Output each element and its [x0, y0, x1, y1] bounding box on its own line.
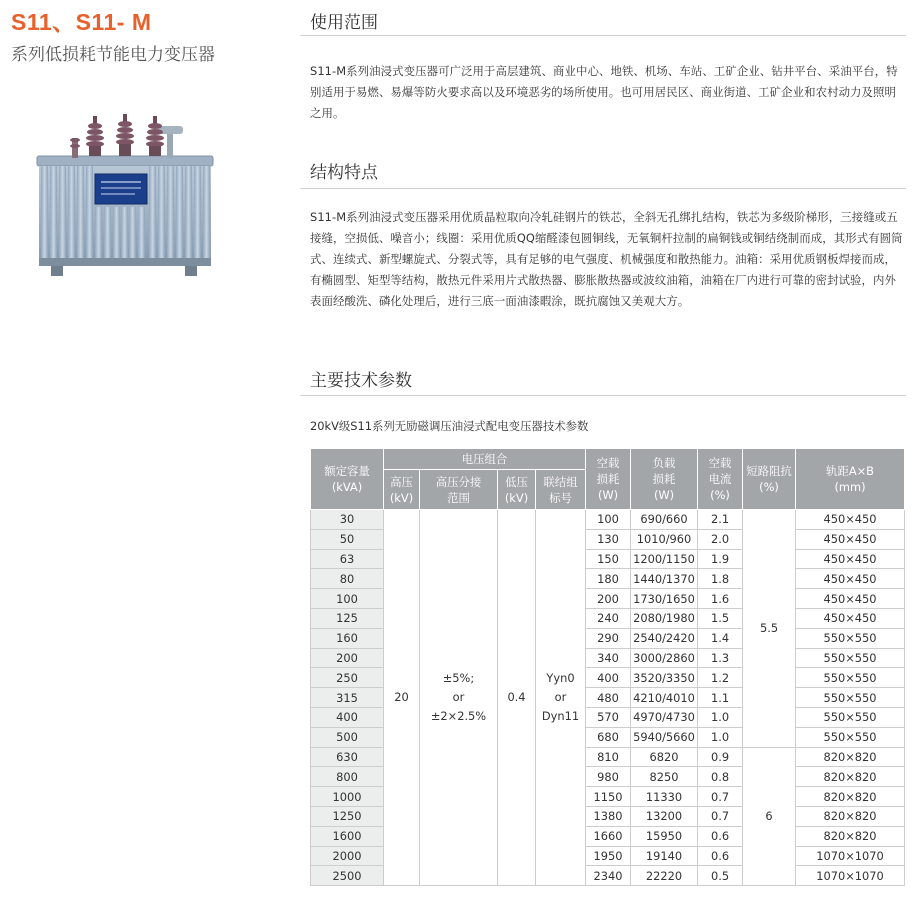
- cell-rated-capacity: 1600: [311, 826, 384, 846]
- cell-load-loss: 1200/1150: [631, 549, 698, 569]
- cell-gauge: 820×820: [796, 806, 905, 826]
- cell-load-loss: 3520/3350: [631, 668, 698, 688]
- cell-gauge: 450×450: [796, 608, 905, 628]
- cell-rated-capacity: 800: [311, 767, 384, 787]
- cell-load-loss: 1010/960: [631, 529, 698, 549]
- nameplate: [95, 174, 147, 204]
- cell-no-load-loss: 810: [586, 747, 631, 767]
- cell-rated-capacity: 630: [311, 747, 384, 767]
- cell-load-loss: 3000/2860: [631, 648, 698, 668]
- cell-no-load-loss: 570: [586, 707, 631, 727]
- cell-lv: 0.4: [498, 510, 536, 886]
- header-lv-label: 低压 (kV): [504, 474, 529, 505]
- cell-load-loss: 6820: [631, 747, 698, 767]
- cell-rated-capacity: 30: [311, 510, 384, 530]
- cell-no-load-loss: 240: [586, 608, 631, 628]
- header-load-loss-label: 负载 损耗 (W): [652, 456, 676, 502]
- header-hv-tap: [420, 470, 498, 510]
- header-rated-capacity-label: 额定容量 (kVA): [324, 464, 370, 494]
- cell-rated-capacity: 80: [311, 569, 384, 589]
- cell-no-load-current: 1.8: [698, 569, 743, 589]
- header-vector-group: [536, 470, 586, 510]
- cell-no-load-loss: 100: [586, 510, 631, 530]
- cell-gauge: 1070×1070: [796, 866, 905, 886]
- cell-no-load-loss: 2340: [586, 866, 631, 886]
- cell-rated-capacity: 63: [311, 549, 384, 569]
- cell-rated-capacity: 400: [311, 707, 384, 727]
- cell-vector-group: Yyn0 or Dyn11: [536, 510, 586, 886]
- cell-no-load-current: 0.7: [698, 787, 743, 807]
- header-hv-label: 高压 (kV): [389, 474, 414, 505]
- cell-rated-capacity: 2500: [311, 866, 384, 886]
- cell-load-loss: 15950: [631, 826, 698, 846]
- header-rated-capacity: [311, 449, 384, 510]
- cell-load-loss: 4970/4730: [631, 707, 698, 727]
- cell-no-load-loss: 340: [586, 648, 631, 668]
- cell-load-loss: 19140: [631, 846, 698, 866]
- cell-no-load-current: 1.1: [698, 688, 743, 708]
- cell-load-loss: 690/660: [631, 510, 698, 530]
- cell-load-loss: 1730/1650: [631, 589, 698, 609]
- cell-gauge: 550×550: [796, 668, 905, 688]
- cell-no-load-current: 0.6: [698, 846, 743, 866]
- cell-gauge: 820×820: [796, 826, 905, 846]
- cell-no-load-current: 1.3: [698, 648, 743, 668]
- header-vector-group-label: 联结组 标号: [543, 474, 578, 505]
- cell-rated-capacity: 50: [311, 529, 384, 549]
- cell-no-load-loss: 1380: [586, 806, 631, 826]
- cell-rated-capacity: 125: [311, 608, 384, 628]
- product-subtitle: 系列低损耗节能电力变压器: [11, 45, 215, 65]
- cell-no-load-current: 1.0: [698, 707, 743, 727]
- cell-no-load-loss: 1660: [586, 826, 631, 846]
- cell-impedance: 5.5: [743, 510, 796, 748]
- cell-rated-capacity: 315: [311, 688, 384, 708]
- header-hv: [384, 470, 420, 510]
- header-no-load-loss: [586, 449, 631, 510]
- cell-no-load-current: 0.9: [698, 747, 743, 767]
- cell-load-loss: 11330: [631, 787, 698, 807]
- header-voltage-group: 电压组合: [384, 449, 586, 470]
- cell-no-load-loss: 130: [586, 529, 631, 549]
- cell-hv: 20: [384, 510, 420, 886]
- cell-no-load-loss: 1950: [586, 846, 631, 866]
- cell-load-loss: 2080/1980: [631, 608, 698, 628]
- cell-no-load-current: 0.5: [698, 866, 743, 886]
- cell-rated-capacity: 200: [311, 648, 384, 668]
- cell-no-load-current: 0.7: [698, 806, 743, 826]
- cell-hv-tap: ±5%; or ±2×2.5%: [420, 510, 498, 886]
- cell-no-load-loss: 150: [586, 549, 631, 569]
- cell-gauge: 550×550: [796, 727, 905, 747]
- cell-no-load-current: 1.6: [698, 589, 743, 609]
- cell-rated-capacity: 1250: [311, 806, 384, 826]
- header-no-load-current: [698, 449, 743, 510]
- transformer-image: [17, 112, 227, 282]
- cell-no-load-loss: 480: [586, 688, 631, 708]
- cell-no-load-loss: 180: [586, 569, 631, 589]
- table-body: [311, 510, 905, 886]
- structure-paragraph: S11-M系列油浸式变压器采用优质晶粒取向冷轧硅钢片的铁芯，全斜无孔绑扎结构，铁芯为多级阶梯形，三接缝或五接缝，空损低、噪音小；线圈：采用优质QQ缩醛漆包圆铜线，无氧铜杆拉制的扁铜钱或铜结绕制而成，其形式有圆筒式、连续式、新型螺旋式、分裂式等，具有足够的电气强度、机械强度和散热能力。油箱：采用优质钢板焊接而成，有椭圆型、矩型等结构，散热元件采用片式散热器、膨胀散热器或波纹油箱，油箱在厂内进行可靠的密封试验，内外表面经酸洗、磷化处理后，进行三底一面油漆暇涂，既抗腐蚀又美观大方。: [310, 210, 903, 308]
- cell-load-loss: 22220: [631, 866, 698, 886]
- section-heading-usage: 使用范围: [310, 13, 378, 33]
- cell-gauge: 820×820: [796, 787, 905, 807]
- cell-impedance: 6: [743, 747, 796, 886]
- table-row: [311, 510, 905, 530]
- cell-no-load-current: 1.5: [698, 608, 743, 628]
- header-impedance: [743, 449, 796, 510]
- header-gauge-label: 轨距A×B (mm): [826, 464, 874, 494]
- bushing-group: [70, 114, 164, 158]
- cell-no-load-loss: 290: [586, 628, 631, 648]
- cell-no-load-loss: 680: [586, 727, 631, 747]
- cell-rated-capacity: 500: [311, 727, 384, 747]
- cell-rated-capacity: 2000: [311, 846, 384, 866]
- cell-no-load-current: 0.8: [698, 767, 743, 787]
- cell-gauge: 820×820: [796, 747, 905, 767]
- cell-no-load-current: 0.6: [698, 826, 743, 846]
- cell-load-loss: 1440/1370: [631, 569, 698, 589]
- cell-load-loss: 8250: [631, 767, 698, 787]
- cell-no-load-current: 1.4: [698, 628, 743, 648]
- cell-load-loss: 13200: [631, 806, 698, 826]
- cell-no-load-loss: 1150: [586, 787, 631, 807]
- section-divider: [300, 35, 906, 36]
- header-lv: [498, 470, 536, 510]
- cell-load-loss: 2540/2420: [631, 628, 698, 648]
- cell-gauge: 450×450: [796, 549, 905, 569]
- cell-rated-capacity: 100: [311, 589, 384, 609]
- cell-gauge: 450×450: [796, 569, 905, 589]
- cell-gauge: 550×550: [796, 648, 905, 668]
- cell-no-load-loss: 980: [586, 767, 631, 787]
- cell-gauge: 450×450: [796, 510, 905, 530]
- cell-load-loss: 4210/4010: [631, 688, 698, 708]
- cell-no-load-current: 2.0: [698, 529, 743, 549]
- cell-gauge: 450×450: [796, 589, 905, 609]
- header-no-load-loss-label: 空载 损耗 (W): [596, 456, 620, 502]
- cell-no-load-current: 1.0: [698, 727, 743, 747]
- header-hv-tap-label: 高压分接 范围: [435, 474, 482, 505]
- cell-no-load-current: 1.9: [698, 549, 743, 569]
- cell-no-load-current: 2.1: [698, 510, 743, 530]
- cell-no-load-loss: 400: [586, 668, 631, 688]
- header-no-load-current-label: 空载 电流 (%): [708, 456, 732, 502]
- cell-rated-capacity: 250: [311, 668, 384, 688]
- section-divider: [300, 395, 906, 396]
- cell-rated-capacity: 1000: [311, 787, 384, 807]
- cell-gauge: 1070×1070: [796, 846, 905, 866]
- cell-gauge: 550×550: [796, 688, 905, 708]
- cell-gauge: 550×550: [796, 628, 905, 648]
- usage-paragraph: S11-M系列油浸式变压器可广泛用于高层建筑、商业中心、地铁、机场、车站、工矿企业、钻井平台、采油平台，特别适用于易燃、易爆等防火要求高以及环境恶劣的场所使用。也可用居民区、商业街道、工矿企业和农村动力及照明之用。: [310, 64, 898, 120]
- table-caption: 20kV级S11系列无励磁调压油浸式配电变压器技术参数: [310, 419, 589, 433]
- tech-params-table: [310, 448, 905, 886]
- cell-rated-capacity: 160: [311, 628, 384, 648]
- header-gauge: [796, 449, 905, 510]
- cell-no-load-current: 1.2: [698, 668, 743, 688]
- product-title: S11、S11- M: [11, 9, 152, 35]
- section-heading-params: 主要技术参数: [310, 371, 412, 391]
- cell-gauge: 550×550: [796, 707, 905, 727]
- cell-load-loss: 5940/5660: [631, 727, 698, 747]
- section-divider: [300, 188, 906, 189]
- section-heading-structure: 结构特点: [310, 163, 378, 183]
- cell-gauge: 820×820: [796, 767, 905, 787]
- cell-gauge: 450×450: [796, 529, 905, 549]
- header-impedance-label: 短路阻抗 (%): [746, 464, 792, 494]
- header-load-loss: [631, 449, 698, 510]
- cell-no-load-loss: 200: [586, 589, 631, 609]
